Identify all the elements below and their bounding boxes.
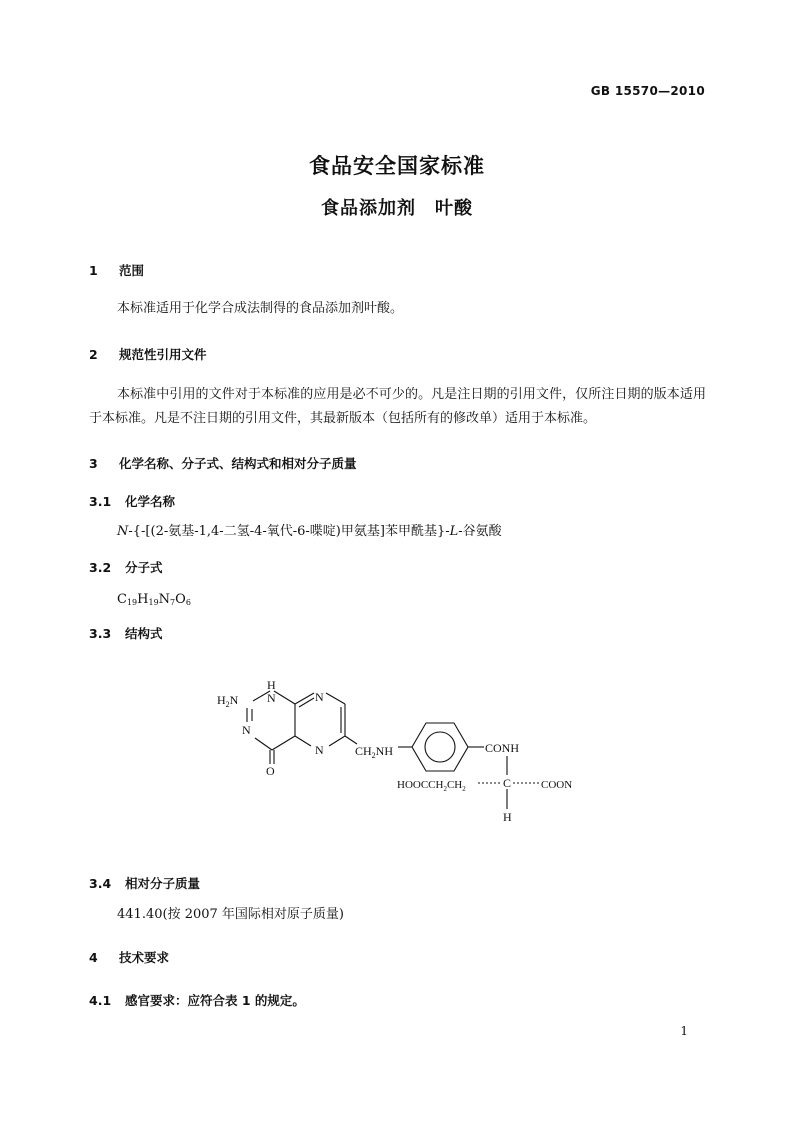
chemical-name-prefix: N [117, 524, 129, 539]
document-title: 食品安全国家标准 [309, 154, 485, 178]
section-4-1-heading [89, 991, 305, 1009]
section-title: 化学名称 [125, 494, 176, 509]
section-number: 1 [89, 263, 98, 278]
methylene-amine-label: $CH_2NH$ [355, 744, 394, 760]
section-title: 分子式 [125, 560, 163, 575]
section-number: 4 [89, 950, 98, 965]
page-number: 1 [680, 1024, 688, 1038]
section-title: 范围 [119, 263, 145, 278]
carboxyethyl-label: $HOOCCH_2CH_2$ [397, 779, 466, 793]
chemical-name-main: -{-[(2-氨基-1,4-二氢-4-氧代-6-喋啶)甲氨基]苯甲酰基}- [128, 524, 450, 539]
pyrazine-n-bottom-label: N [315, 743, 324, 757]
amide-label: CONH [485, 741, 520, 755]
alpha-carbon-label: C [503, 776, 512, 790]
section-number: 3.2 [89, 560, 112, 575]
section-3-4-heading [89, 874, 200, 892]
section-title: 规范性引用文件 [119, 347, 207, 362]
section-number: 3.3 [89, 626, 112, 641]
section-title: 感官要求：应符合表 1 的规定。 [125, 993, 305, 1008]
chemical-name-suffix: -谷氨酸 [458, 524, 502, 539]
section-number: 3.1 [89, 494, 112, 509]
carboxyl-label: COON [541, 779, 573, 791]
section-number: 2 [89, 347, 98, 362]
oxo-label: O [266, 764, 275, 778]
amino-group-label: $H_2N$ [217, 693, 239, 709]
section-title: 技术要求 [119, 950, 170, 965]
section-1-body: 本标准适用于化学合成法制得的食品添加剂叶酸。 [117, 301, 404, 316]
section-title: 化学名称、分子式、结构式和相对分子质量 [119, 456, 357, 471]
alpha-h-label: H [503, 810, 512, 824]
section-number: 3 [89, 456, 98, 471]
section-2-body: 本标准中引用的文件对于本标准的应用是必不可少的。凡是注日期的引用文件，仅所注日期的版本适用于本标准。凡是不注日期的引用文件，其最新版本（包括所有的修改单）适用于本标准。 [89, 387, 706, 426]
document-subtitle: 食品添加剂 叶酸 [321, 198, 473, 219]
section-title: 相对分子质量 [125, 876, 201, 891]
ring-n-left-label: N [242, 723, 251, 737]
pyrazine-n-top-label: N [315, 690, 324, 704]
section-4-heading [89, 948, 169, 966]
molecular-mass: 441.40(按 2007 年国际相对原子质量) [117, 907, 344, 922]
section-title: 结构式 [125, 626, 163, 641]
section-number: 3.4 [89, 876, 112, 891]
molecular-formula: $C_{19}H_{19}N_7O_6$ [117, 592, 191, 607]
section-number: 4.1 [89, 993, 112, 1008]
chemical-name-italic: L [449, 524, 459, 539]
ring-n-top-label: N [267, 691, 276, 705]
standard-code: GB 15570—2010 [590, 84, 705, 98]
ring-h-label: H [267, 678, 276, 692]
